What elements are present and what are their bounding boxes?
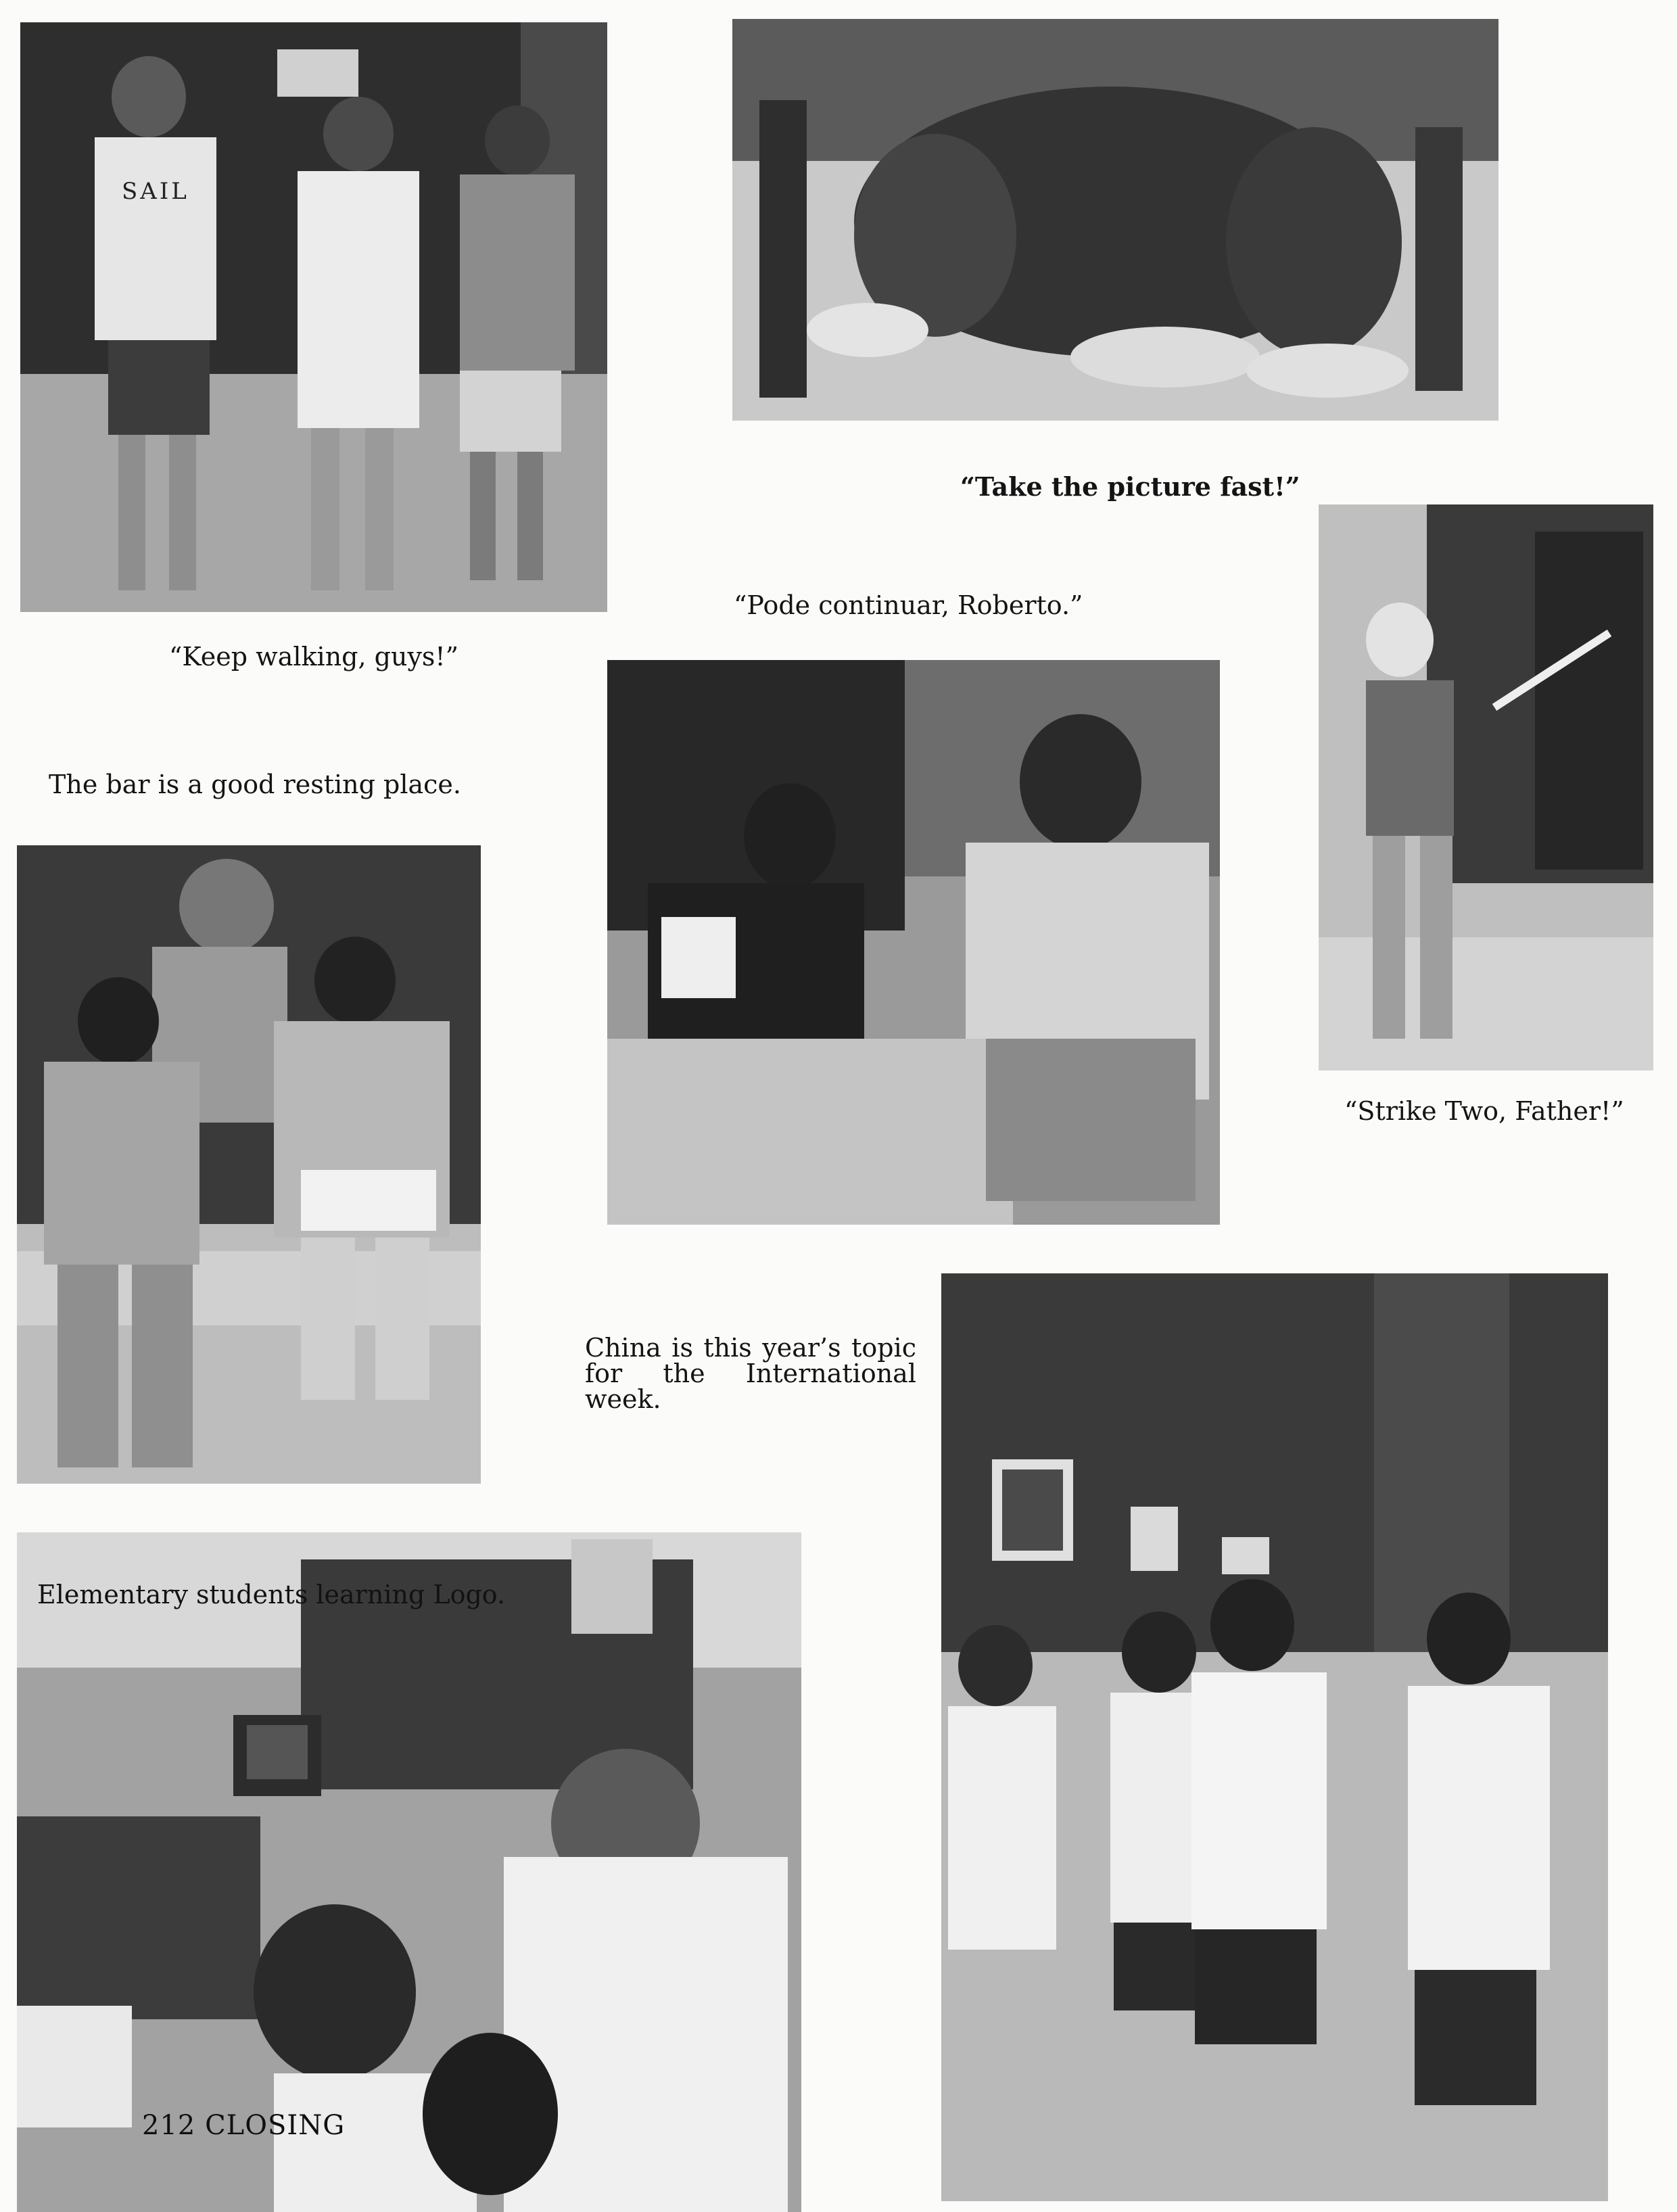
sail-shirt-text: SAIL	[122, 178, 189, 205]
photo-pode-continuar-art	[607, 660, 1220, 1225]
caption-take-picture: “Take the picture fast!”	[960, 471, 1300, 502]
caption-bar-resting: The bar is a good resting place.	[49, 770, 462, 799]
photo-china-week	[941, 1273, 1608, 2201]
photo-boys-walking-art	[20, 22, 607, 612]
photo-group-huddle-art	[732, 19, 1498, 421]
caption-china-topic: China is this year’s topic for the International week.	[585, 1333, 916, 1414]
caption-keep-walking: “Keep walking, guys!”	[169, 642, 459, 672]
photo-group-huddle	[732, 19, 1498, 421]
caption-elementary-logo: Elementary students learning Logo.	[37, 1580, 506, 1609]
photo-bar-resting-art	[17, 845, 481, 1484]
photo-china-week-art	[941, 1273, 1608, 2201]
photo-strike-two-art	[1319, 504, 1653, 1070]
photo-boys-walking	[20, 22, 607, 612]
photo-bar-resting	[17, 845, 481, 1484]
photo-computer-lab-art	[17, 1532, 801, 2212]
photo-pode-continuar	[607, 660, 1220, 1225]
page-folio: 212 CLOSING	[142, 2110, 346, 2141]
photo-computer-lab	[17, 1532, 801, 2212]
photo-strike-two	[1319, 504, 1653, 1070]
caption-pode-continuar: “Pode continuar, Roberto.”	[734, 590, 1083, 620]
caption-strike-two: “Strike Two, Father!”	[1344, 1096, 1624, 1126]
